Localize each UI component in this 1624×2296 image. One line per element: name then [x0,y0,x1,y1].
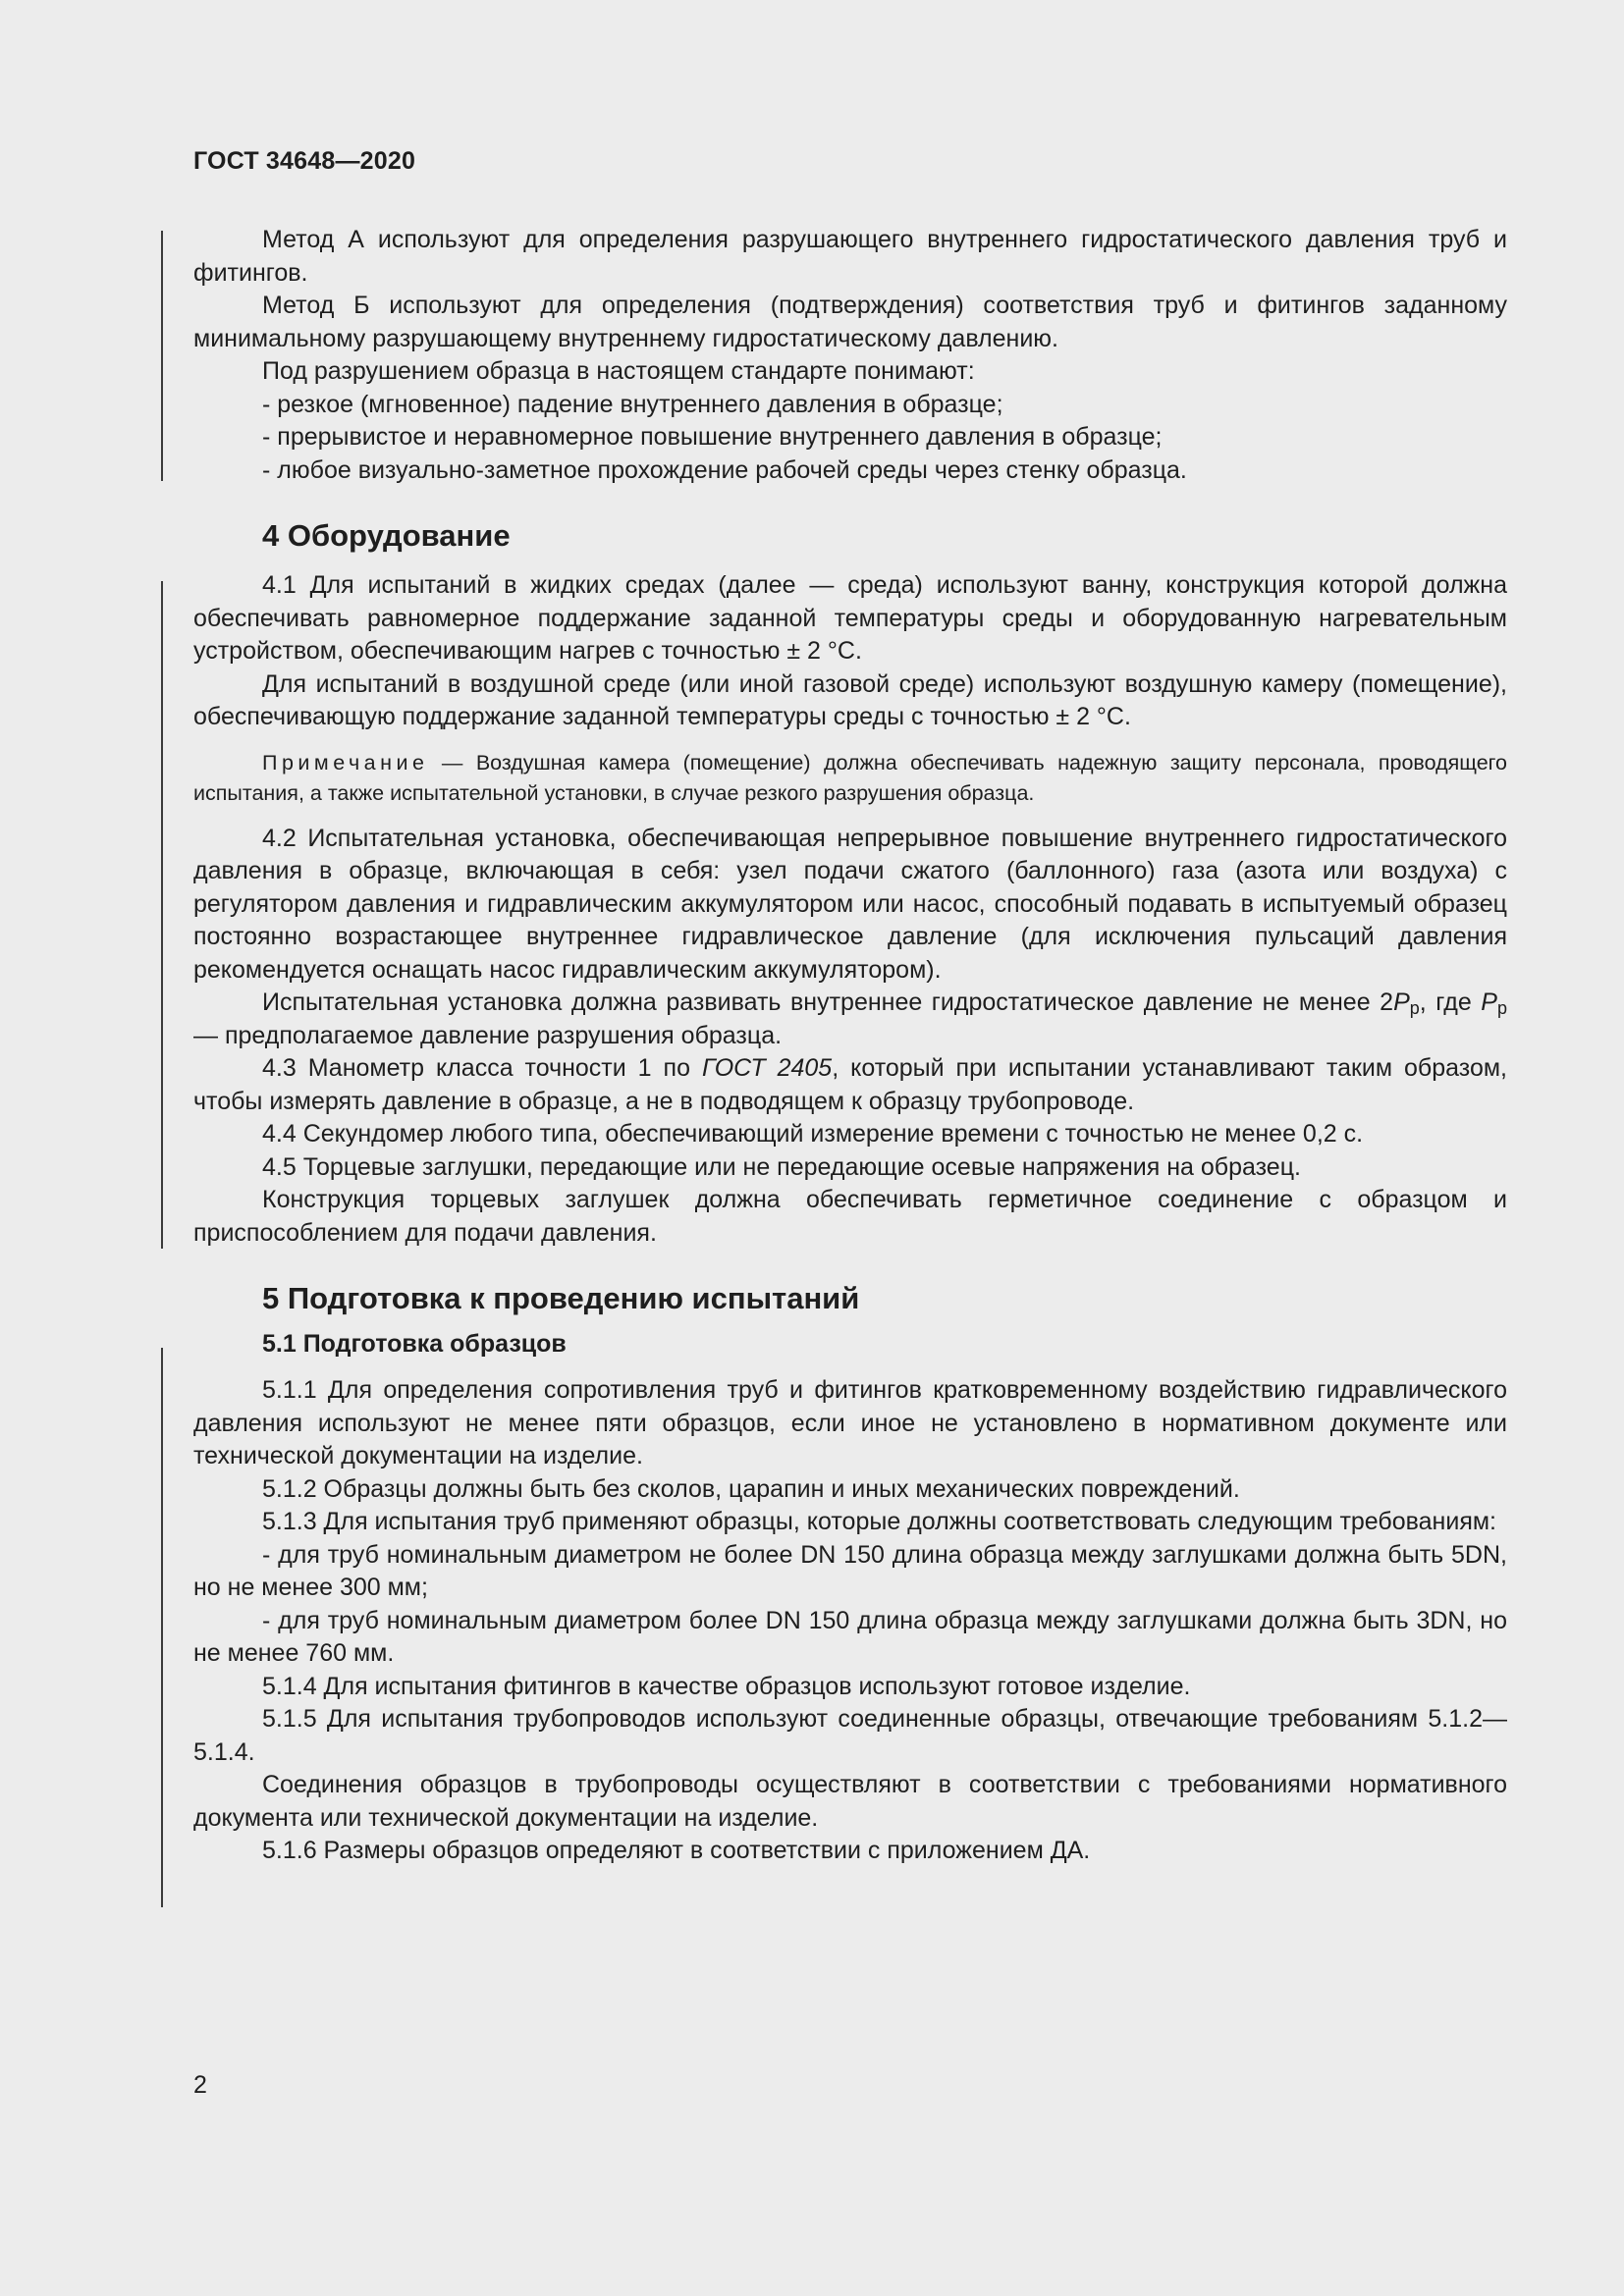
clause-4-5: 4.5 Торцевые заглушки, передающие или не передающие осевые напряжения на образец. [262,1152,1301,1181]
note [193,748,1507,809]
change-bar-1 [161,231,163,481]
note-text: — Воздушная камера (помещение) должна обеспечивать надежную защиту персонала, проводящего испытания, а также испытательной установки, в случае резкого разрушения образца. [193,750,1507,805]
intro-method-b: Метод Б используют для определения (подтверждения) соответствия труб и фитингов заданному минимальному разрушающему внутреннему гидростатическому давлению. [193,292,1507,352]
intro-method-a: Метод А используют для определения разрушающего внутреннего гидростатического давления труб и фитингов. [193,226,1507,287]
list-item-text: прерывистое и неравномерное повышение внутреннего давления в образце; [277,423,1163,451]
clause-4-2: 4.2 Испытательная установка, обеспечивающая непрерывное повышение внутреннего гидростатического давления в образце, включающая в себя: узел подачи сжатого (баллонного) газа (азота или воздуха) с регулятором давления и гидравлическим аккумулятором или насос, способный подавать в испытуемый образец постоянно возрастающее внутреннее гидравлическое давление (для исключения пульсаций давления рекомендуется оснащать насос гидравлическим аккумулятором). [193,824,1507,984]
clause-4-4: 4.4 Секундомер любого типа, обеспечивающий измерение времени с точностью не менее 0,2 с. [262,1120,1364,1148]
intro-list-item: - прерывистое и неравномерное повышение внутреннего давления в образце; [262,423,1163,451]
document-code-header: ГОСТ 34648—2020 [193,147,416,175]
note-label: Примечание [262,750,429,774]
intro-failure-definition: Под разрушением образца в настоящем стандарте понимают: [262,357,975,385]
list-item-text: для труб номинальным диаметром не более DN 150 длина образца между заглушками должна быть 5DN, но не менее 300 мм; [193,1540,1507,1601]
text-run: , который при испытании устанавливают таким образом, чтобы измерять давление в образце, а не в подводящем к образцу трубопроводе. [193,1054,1507,1115]
clause-5-1-4: 5.1.4 Для испытания фитингов в качестве образцов используют готовое изделие. [262,1672,1191,1700]
clause-4-3 [193,1052,1507,1118]
requirement-list-item: - для труб номинальным диаметром более DN 150 длина образца между заглушками должна быть 3DN, но не менее 760 мм. [193,1606,1507,1667]
clause-4-1-air: Для испытаний в воздушной среде (или иной газовой среде) используют воздушную камеру (помещение), обеспечивающую поддержание заданной температуры среды с точностью ± 2 °С. [193,669,1507,730]
page-content [193,224,1507,1868]
page-number: 2 [193,2071,207,2099]
clause-4-1: 4.1 Для испытаний в жидких средах (далее — среда) используют ванну, конструкция которой должна обеспечивать равномерное поддержание заданной температуры среды и оборудованную нагревательным устройством, обеспечивающим нагрев с точностью ± 2 °С. [193,571,1507,665]
pressure-symbol: P [1481,988,1497,1016]
text-run: Испытательная установка должна развивать внутреннее гидростатическое давление не менее 2 [262,988,1394,1016]
clause-4-5-caps: Конструкция торцевых заглушек должна обеспечивать герметичное соединение с образцом и приспособлением для подачи давления. [193,1186,1507,1247]
section-5-heading: 5 Подготовка к проведению испытаний [262,1281,860,1315]
clause-4-2-pressure [193,987,1507,1052]
pressure-subscript: р [1409,998,1420,1018]
standard-reference: ГОСТ 2405 [701,1054,833,1082]
list-item-text: для труб номинальным диаметром более DN 150 длина образца между заглушками должна быть 3DN, но не менее 760 мм. [193,1606,1507,1667]
text-run: — предполагаемое давление разрушения образца. [193,1021,783,1049]
pressure-subscript: р [1496,998,1507,1018]
subsection-5-1-heading: 5.1 Подготовка образцов [262,1330,567,1358]
list-item-text: любое визуально-заметное прохождение рабочей среды через стенку образца. [277,455,1187,484]
requirement-list-item: - для труб номинальным диаметром не более DN 150 длина образца между заглушками должна быть 5DN, но не менее 300 мм; [193,1540,1507,1601]
clause-5-1-2: 5.1.2 Образцы должны быть без сколов, царапин и иных механических повреждений. [262,1474,1240,1503]
clause-5-1-5: 5.1.5 Для испытания трубопроводов используют соединенные образцы, отвечающие требованиям 5.1.2—5.1.4. [193,1705,1507,1766]
section-4-heading: 4 Оборудование [262,518,511,553]
text-run: , где [1419,988,1482,1016]
clause-5-1-3: 5.1.3 Для испытания труб применяют образцы, которые должны соответствовать следующим требованиям: [262,1508,1496,1535]
intro-list-item: - любое визуально-заметное прохождение рабочей среды через стенку образца. [262,455,1187,484]
clause-5-1-6: 5.1.6 Размеры образцов определяют в соответствии с приложением ДА. [262,1837,1091,1864]
intro-list-item: - резкое (мгновенное) падение внутреннего давления в образце; [262,390,1003,418]
text-run: 4.3 Манометр класса точности 1 по [262,1054,702,1082]
change-bar-3 [161,1348,163,1907]
clause-5-1-5-joints: Соединения образцов в трубопроводы осуществляют в соответствии с требованиями нормативного документа или технической документации на изделие. [193,1771,1507,1832]
pressure-symbol: P [1393,988,1410,1016]
change-bar-2 [161,581,163,1249]
clause-5-1-1: 5.1.1 Для определения сопротивления труб и фитингов кратковременному воздействию гидравлического давления используют не менее пяти образцов, если иное не установлено в нормативном документе или технической документации на изделие. [193,1376,1507,1469]
list-item-text: резкое (мгновенное) падение внутреннего давления в образце; [277,390,1003,418]
